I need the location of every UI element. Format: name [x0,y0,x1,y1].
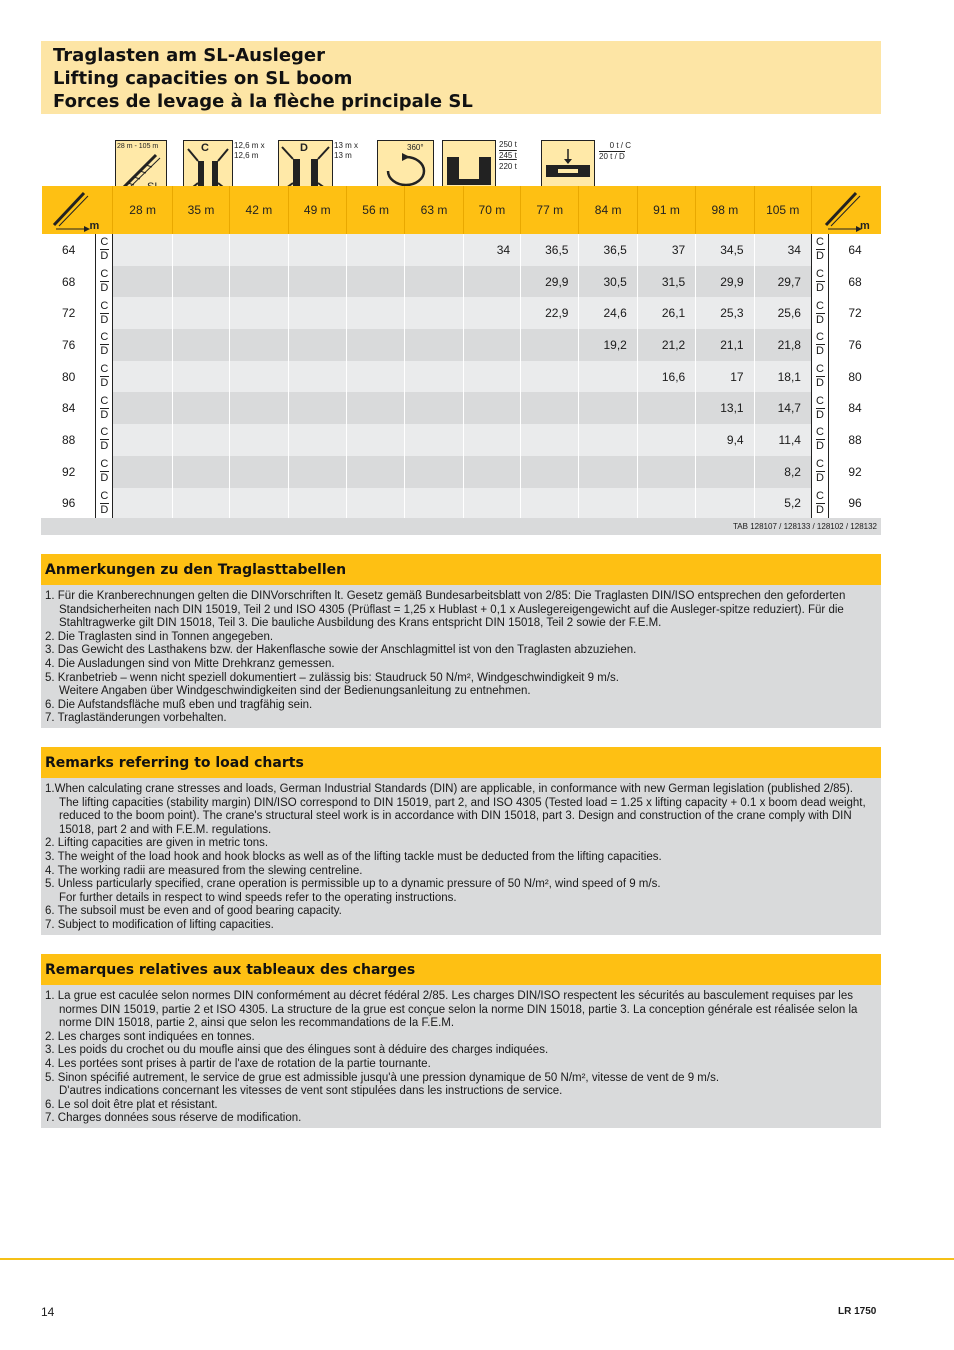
note-de-item: Weitere Angaben über Windgeschwindigkeiten sind der Bedienungsanleitung zu entnehmen. [59,685,531,698]
cd-bottom: D [100,313,109,326]
capacity-cell [405,297,463,329]
cd-bottom: D [816,408,824,421]
capacity-cell [113,488,172,520]
note-en-item: 1.When calculating crane stresses and loads, German Industrial Standards (DIN) are applicable, in conformance with new German legislation (published 2/85). The lifting capacities (stability margin) DIN/ISO correspond to DIN 15019, part 2, and ISO 4305 (Tested load = 1.25 x lifting capacity + 0.1 x boom dead weight, reduced to the boom point). The crane's structural steel work is in accordance with DIN 15018, part 3. Design and construction of the crane comply with DIN 15018, part 2 and with F.E.M. regulations. [45,783,866,836]
cd-indicator [811,266,828,298]
radius-cell: 68 [42,266,96,298]
title-box [41,41,881,114]
counterweight-220: 220 t [499,162,517,171]
cd-top: C [100,394,109,407]
capacity-cell [579,424,637,456]
cd-top: C [100,236,109,249]
capacity-cell [113,329,172,361]
capacity-cell: 30,5 [579,266,637,298]
capacity-cell [230,361,288,393]
capacity-cell [405,266,463,298]
capacity-cell [463,297,520,329]
capacity-cell: 17 [696,361,754,393]
radius-cell: 76 [42,329,96,361]
cd-top: C [100,458,109,471]
cd-top: C [100,331,109,344]
cd-indicator [811,329,828,361]
cd-bottom: D [100,408,109,421]
capacity-cell: 21,8 [754,329,811,361]
cd-bottom: D [100,440,109,453]
note-en-item: For further details in respect to wind speeds refer to the operating instructions. [59,891,457,904]
capacity-cell: 29,9 [696,266,754,298]
note-de-item: 4. Die Ausladungen sind von Mitte Drehkranz gemessen. [45,657,335,670]
capacity-cell [113,297,172,329]
note-en-item: 3. The weight of the load hook and hook blocks as well as of the lifting tackle must be deducted from the lifting capacities. [45,850,662,863]
note-fr-item: 7. Charges données sous réserve de modification. [45,1112,302,1125]
cd-indicator [96,488,113,520]
capacity-cell [405,329,463,361]
capacity-cell: 13,1 [696,392,754,424]
radius-cell: 68 [829,266,881,298]
capacity-cell [230,266,288,298]
cd-top: C [816,236,824,249]
capacity-cell: 11,4 [754,424,811,456]
boom-length-header: 91 m [637,186,695,234]
capacity-cell [346,424,404,456]
cd-bottom: D [100,250,109,263]
page-number: 14 [41,1305,55,1319]
capacity-cell: 21,1 [696,329,754,361]
radius-cell: 88 [42,424,96,456]
capacity-cell: 8,2 [754,456,811,488]
cd-indicator [811,392,828,424]
capacity-cell: 34 [754,234,811,266]
cd-indicator [811,234,828,266]
capacity-cell [463,488,520,520]
capacity-cell [288,329,346,361]
capacity-cell: 16,6 [637,361,695,393]
note-fr-item: 4. Les portées sont prises à partir de l'axe de rotation de la partie tournante. [45,1057,431,1070]
capacity-cell [521,392,579,424]
notes-fr-body [41,985,881,1128]
capacity-cell [288,297,346,329]
cd-bottom: D [100,503,109,516]
capacity-cell [113,234,172,266]
capacity-cell [172,456,229,488]
cd-top: C [816,363,824,376]
boom-range-label: 28 m - 105 m [117,143,159,150]
capacity-cell [696,488,754,520]
cd-indicator [96,266,113,298]
model-name: LR 1750 [838,1306,877,1317]
capacity-cell: 36,5 [579,234,637,266]
cd-top: C [816,268,824,281]
radius-cell: 72 [829,297,881,329]
cd-top: C [816,394,824,407]
capacity-cell [405,456,463,488]
capacity-cell: 29,7 [754,266,811,298]
notes-de-heading: Anmerkungen zu den Traglasttabellen [41,554,881,585]
capacity-cell [172,329,229,361]
radius-cell: 88 [829,424,881,456]
capacity-cell [346,329,404,361]
capacity-cell: 18,1 [754,361,811,393]
note-fr-item: 5. Sinon spécifié autrement, le service de grue est admissible jusqu'à une pression dynamique de 50 N/m², vitesse de vent de 9 m/s. [45,1071,720,1084]
cd-indicator [96,392,113,424]
capacity-cell [463,456,520,488]
capacity-cell [579,456,637,488]
title-fr: Forces de levage à la flèche principale SL [53,91,473,112]
radius-cell: 96 [829,488,881,520]
cd-top: C [100,426,109,439]
boom-length-header: 84 m [579,186,637,234]
capacity-cell [405,424,463,456]
note-de-item: 3. Das Gewicht des Lasthakens bzw. der Hakenflasche sowie der Anschlagmittel ist von den Traglasten abzuziehen. [45,644,637,657]
capacity-cell: 37 [637,234,695,266]
notes-fr-heading: Remarques relatives aux tableaux des charges [41,954,881,985]
capacity-cell: 31,5 [637,266,695,298]
capacity-cell [230,392,288,424]
capacity-cell [463,392,520,424]
capacity-cell: 22,9 [521,297,579,329]
capacity-cell [463,266,520,298]
capacity-cell [172,266,229,298]
capacity-cell [521,424,579,456]
capacity-cell: 26,1 [637,297,695,329]
table-header-row [42,186,882,234]
capacity-cell [172,361,229,393]
capacity-cell: 21,2 [637,329,695,361]
cd-bottom: D [816,503,824,516]
table-row [42,488,882,520]
outrigger-c-dim-1: 12,6 m x [234,141,265,150]
cd-bottom: D [816,313,824,326]
notes-en-body [41,778,881,935]
cd-indicator [96,424,113,456]
cd-top: C [100,268,109,281]
cd-indicator [811,297,828,329]
capacity-cell [230,488,288,520]
radius-cell: 64 [42,234,96,266]
counterweight-245: 245 t [499,151,517,160]
note-fr-item: 3. Les poids du crochet ou du moufle ainsi que des élingues sont à déduire des charges indiquées. [45,1044,549,1057]
boom-length-header: 56 m [346,186,404,234]
capacity-cell [405,488,463,520]
capacity-cell: 25,3 [696,297,754,329]
capacity-cell [405,361,463,393]
cd-bottom: D [100,282,109,295]
cd-indicator [96,456,113,488]
outrigger-d-dim-1: 13 m x [334,141,359,150]
cd-indicator [96,361,113,393]
capacity-cell: 14,7 [754,392,811,424]
boom-length-header: 49 m [288,186,346,234]
capacity-cell [288,488,346,520]
radius-header-right [811,186,881,234]
capacity-cell [113,456,172,488]
boom-length-header: 105 m [754,186,811,234]
capacity-cell [172,297,229,329]
capacity-cell [172,424,229,456]
cd-indicator [96,329,113,361]
note-en-item: 7. Subject to modification of lifting capacities. [45,918,274,931]
capacity-cell [172,234,229,266]
capacity-cell [521,456,579,488]
capacity-cell [637,424,695,456]
note-fr-item: 1. La grue est caculée selon normes DIN conformément au décret fédéral 2/85. Les charges DIN/ISO respectent les sécurités au basculement requises par les normes DIN 15019, partie 2 et ISO 4305. La structure de la grue est conçue selon la norme DIN 15018, partie 3. La conception générale est réalisée selon la norme DIN 15018, partie 2, ainsi que selon les recommandations de la F.E.M. [45,990,858,1030]
capacity-cell: 29,9 [521,266,579,298]
capacity-cell [521,488,579,520]
cd-indicator [811,424,828,456]
capacity-cell [521,329,579,361]
note-fr-item: 6. Le sol doit être plat et résistant. [45,1098,218,1111]
cd-top: C [816,299,824,312]
cd-top: C [816,458,824,471]
capacity-cell: 24,6 [579,297,637,329]
table-row [42,456,882,488]
boom-length-header: 63 m [405,186,463,234]
capacity-cell: 34,5 [696,234,754,266]
outrigger-c-label: C [201,142,209,154]
capacity-cell [113,361,172,393]
capacity-cell [172,488,229,520]
capacity-cell [579,488,637,520]
radius-cell: 92 [42,456,96,488]
slewing-label: 360° [407,143,424,152]
note-en-item: 2. Lifting capacities are given in metric tons. [45,837,269,850]
capacity-cell: 19,2 [579,329,637,361]
ballast-top: 0 t / C [609,141,631,150]
note-de-item: 2. Die Traglasten sind in Tonnen angegeben. [45,630,274,643]
radius-cell: 80 [829,361,881,393]
cd-indicator [96,234,113,266]
capacity-cell [230,424,288,456]
note-de-item: 7. Traglaständerungen vorbehalten. [45,712,227,725]
note-en-item: 6. The subsoil must be even and of good bearing capacity. [45,905,342,918]
boom-length-header: 70 m [463,186,520,234]
table-row [42,297,882,329]
note-en-item: 4. The working radii are measured from the slewing centreline. [45,864,363,877]
capacity-cell [113,424,172,456]
boom-length-header: 28 m [113,186,172,234]
note-de-item: 5. Kranbetrieb – wenn nicht speziell dokumentiert – zulässig bis: Staudruck 50 N/m², Windgeschwindigkeit 9 m/s. [45,671,619,684]
capacity-cell [230,234,288,266]
cd-bottom: D [816,282,824,295]
capacity-cell [346,456,404,488]
capacity-cell [346,297,404,329]
cd-top: C [100,363,109,376]
cd-top: C [816,489,824,502]
capacity-cell: 5,2 [754,488,811,520]
capacity-cell [346,266,404,298]
cd-indicator [96,297,113,329]
radius-cell: 84 [42,392,96,424]
note-en-item: 5. Unless particularly specified, crane operation is permissible up to a dynamic pressure of 50 N/m², wind speed of 9 m/s. [45,878,661,891]
radius-cell: 72 [42,297,96,329]
capacity-cell [288,361,346,393]
capacity-cell: 34 [463,234,520,266]
table-reference: TAB 128107 / 128133 / 128102 / 128132 [41,518,881,535]
capacity-cell [637,456,695,488]
cd-bottom: D [100,377,109,390]
cd-bottom: D [816,472,824,485]
table-row [42,424,882,456]
counterweight-250: 250 t [499,140,517,149]
capacity-cell [288,234,346,266]
note-fr-item: 2. Les charges sont indiquées en tonnes. [45,1030,255,1043]
title-en: Lifting capacities on SL boom [53,68,353,89]
capacity-cell [521,361,579,393]
capacity-cell [288,456,346,488]
table-row [42,234,882,266]
load-chart-table [41,186,881,519]
boom-length-header: 35 m [172,186,229,234]
cd-bottom: D [100,472,109,485]
capacity-cell [405,392,463,424]
boom-length-header: 98 m [696,186,754,234]
radius-cell: 84 [829,392,881,424]
capacity-cell [346,392,404,424]
capacity-cell [288,392,346,424]
capacity-cell [637,488,695,520]
table-row [42,361,882,393]
cd-indicator [811,488,828,520]
notes-en-heading: Remarks referring to load charts [41,747,881,778]
table-row [42,392,882,424]
ballast-bottom: 20 t / D [599,152,625,161]
capacity-cell [463,361,520,393]
notes-de-body [41,585,881,728]
capacity-cell [288,424,346,456]
cd-bottom: D [816,377,824,390]
boom-length-header: 77 m [521,186,579,234]
capacity-cell [346,488,404,520]
capacity-cell [696,456,754,488]
radius-cell: 64 [829,234,881,266]
radius-unit-right: m [859,220,870,232]
cd-top: C [816,426,824,439]
capacity-cell [113,392,172,424]
cd-indicator [811,456,828,488]
capacity-cell [579,361,637,393]
outrigger-c-dim-2: 12,6 m [234,151,259,160]
cd-bottom: D [100,345,109,358]
outrigger-d-label: D [300,142,308,154]
title-de: Traglasten am SL-Ausleger [53,45,326,66]
capacity-cell [230,456,288,488]
boom-length-header: 42 m [230,186,288,234]
cd-top: C [100,299,109,312]
outrigger-d-dim-2: 13 m [334,151,352,160]
capacity-cell [463,424,520,456]
capacity-cell [405,234,463,266]
radius-cell: 76 [829,329,881,361]
footer-divider [0,1258,954,1260]
capacity-cell [230,297,288,329]
capacity-cell [637,392,695,424]
radius-cell: 96 [42,488,96,520]
table-row [42,329,882,361]
capacity-cell [346,234,404,266]
cd-indicator [811,361,828,393]
capacity-cell: 9,4 [696,424,754,456]
note-de-item: 6. Die Aufstandsfläche muß eben und tragfähig sein. [45,698,313,711]
table-row [42,266,882,298]
capacity-cell [579,392,637,424]
note-de-item: 1. Für die Kranberechnungen gelten die DINVorschriften lt. Gesetz gemäß Bundesarbeitsblatt von 2/85: Die Traglasten DIN/ISO entsprechen den geforderten Standsicherheiten nach DIN 15019, Teil 2 und ISO 4305 (Prüflast = 1,25 x Hublast + 0,1 x Auslegereigengewicht auf die Ausleger-spitze reduziert). Für die Stahltragwerke gilt DIN 15018, Teil 3. Die bauliche Ausbildung des Krans entspricht DIN 15018, Teil 2 sowie der F.E.M. [45,590,846,630]
capacity-cell [230,329,288,361]
radius-unit-left: m [89,220,100,232]
capacity-cell [113,266,172,298]
cd-bottom: D [816,440,824,453]
radius-cell: 80 [42,361,96,393]
cd-top: C [816,331,824,344]
cd-bottom: D [816,345,824,358]
capacity-cell [288,266,346,298]
cd-top: C [100,489,109,502]
capacity-cell [463,329,520,361]
capacity-cell: 25,6 [754,297,811,329]
note-fr-item: D'autres indications concernant les vitesses de vent sont stipulées dans les instructions de service. [59,1085,563,1098]
radius-cell: 92 [829,456,881,488]
table-body [42,234,882,519]
capacity-cell [172,392,229,424]
capacity-cell [346,361,404,393]
cd-bottom: D [816,250,824,263]
capacity-cell: 36,5 [521,234,579,266]
radius-header-left [42,186,113,234]
